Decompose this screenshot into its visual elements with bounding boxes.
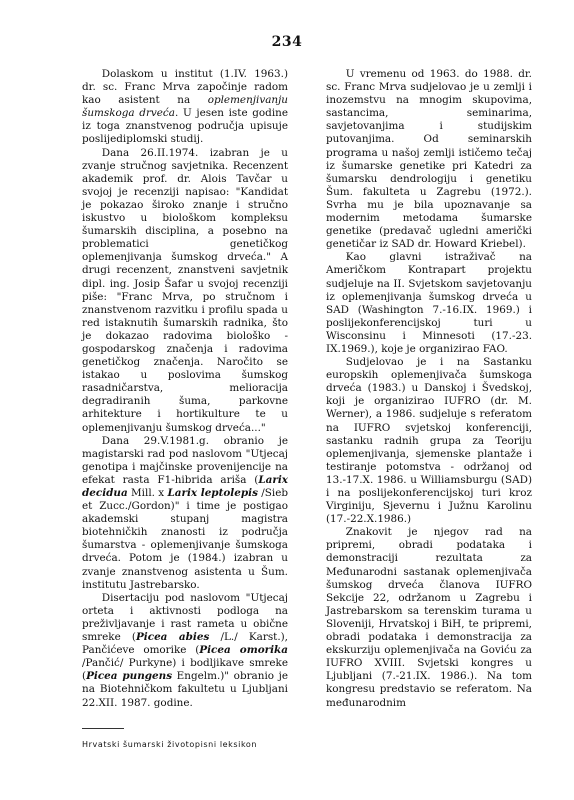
footer-rule bbox=[82, 728, 124, 729]
text-run: Sudjelovao je i na Sastanku europskih oplemenjivača šumskoga drveća (1983.) u Danskoj i Švedskoj, koji je organizirao IUFRO (dr. M. Werner), a 1986. sudjeluje s referatom na IUFRO svjetskoj konferenciji, sastanku radnih grupa za Teoriju oplemenjivanja, sjemenske plantaže i testiranje potomstva - održanoj od 13.-17.X. 1986. u Williamsburgu (SAD) i na poslijekonferencijskoj turi kroz Virginiju, Sjevernu i Južnu Karolinu (17.-22.X.1986.) bbox=[326, 356, 532, 526]
text-run: Engelm.)" obranio je na Biotehničkom fakultetu u Ljubljani 22.XII. 1987. godine. bbox=[82, 670, 289, 709]
species-name: Picea abies bbox=[135, 631, 210, 644]
text-run: Mill. x bbox=[127, 487, 168, 499]
species-name: Picea omorika bbox=[199, 644, 288, 657]
species-name: oplemenjivanju šumskoga drveća bbox=[82, 94, 288, 120]
text-run: U vremenu od 1963. do 1988. dr. sc. Franc Mrva sudjelovao je u zemlji i inozemstvu na mnogim skupovima, sastancima, seminarima, savjetovanjima i studijskim putovanjima. Od seminarskih programa u našoj zemlji ističemo tečaj iz šumarske genetike pri Katedri za šumarsku dendrologiju i genetiku Šum. fakulteta u Zagrebu (1972.). Svrha mu je bila upoznavanje sa modernim metodama šumarske genetike (predavač ugledni američki genetičar iz SAD dr. Howard Kriebel). bbox=[326, 68, 532, 251]
paragraph bbox=[82, 435, 288, 592]
text-run: Disertaciju pod naslovom "Utjecaj orteta i aktivnosti podloga na preživljavanje i rast rameta u obične smreke ( bbox=[82, 591, 288, 644]
species-name: Picea pungens bbox=[86, 670, 173, 683]
page-number: 234 bbox=[271, 34, 303, 50]
species-name: Larix leptolepis bbox=[167, 487, 258, 499]
paragraph bbox=[326, 526, 532, 709]
species-name: Larix decidua bbox=[82, 473, 288, 499]
text-run: . U jesen iste godine iz toga znanstvenog područja upisuje poslijediplomski studij. bbox=[82, 107, 288, 146]
text-run: /Sieb et Zucc./Gordon)" i time je postigao akademski stupanj magistra biotehničkih znanosti iz područja šumarstva - oplemenjivanje šumskoga drveća. Potom je (1984.) izabran u zvanje znanstvenog asistenta u Šum. institutu Jastrebarsko. bbox=[82, 487, 288, 591]
paragraph bbox=[82, 592, 288, 710]
text-run: Dana 29.V.1981.g. obranio je magistarski rad pod naslovom "Utjecaj genotipa i majčinske provenijencije na efekat rasta F1-hibrida ariša ( bbox=[82, 434, 288, 486]
text-run: Znakovit je njegov rad na pripremi, obradi podataka i demonstraciji rezultata za Međunarodni sastanak oplemenjivača šumskog drveća članova IUFRO Sekcije 22, održanom u Zagrebu i Jastrebarskom sa terenskim turama u Sloveniji, Hrvatskoj i BiH, te pripremi, obradi podataka i demonstracija za ekskurziju oplemenjivača na Goviću za IUFRO XVIII. Svjetski kongres u Ljubljani (7.-21.IX. 1986.). Na tom kongresu predstavio se referatom. Na međunarodnim bbox=[326, 526, 532, 709]
paragraph bbox=[82, 147, 288, 435]
paragraph bbox=[82, 68, 288, 147]
text-column-left bbox=[82, 68, 288, 710]
paragraph bbox=[326, 68, 532, 251]
text-run: Kao glavni istraživač na Američkom Kontrapart projektu sudjeluje na II. Svjetskom savjetovanju iz oplemenjivanja šumskog drveća u SAD (Washington 7.-16.IX. 1969.) i poslijekonferencijskoj turi u Wisconsinu i Minnesoti (17.-23. IX.1969.), koje je organizirao FAO. bbox=[326, 251, 532, 355]
text-run: Dolaskom u institut (1.IV. 1963.) dr. sc. Franc Mrva započinje radom kao asistent na bbox=[82, 68, 288, 107]
footer-text: Hrvatski šumarski životopisni leksikon bbox=[82, 740, 258, 749]
text-run: Dana 26.II.1974. izabran je u zvanje stručnog savjetnika. Recenzent akademik prof. dr. Alois Tavčar u svojoj je recenziji napisao: "Kandidat je pokazao široko znanje i stručno iskustvo u biološkom kompleksu šumarskih disciplina, a posebno na problematici genetičkog oplemenjivanja šumskog drveća." A drugi recenzent, znanstveni savjetnik dipl. ing. Josip Šafar u svojoj recenziji piše: "Franc Mrva, po stručnom i znanstvenom razvitku i profilu spada u red istaknutih šumarskih radnika, što je dokazao radovima biološko - gospodarskog značenja i radovima genetičkog značenja. Naročito se istakao u poslovima šumskog rasadničarstva, melioracija degradiranih šuma, parkovne arhitekture i hortikulture te u oplemenjivanju šumskog drveća..." bbox=[82, 146, 288, 434]
paragraph bbox=[326, 251, 532, 356]
text-run: /L./ Karst.), Pančićeve omorike ( bbox=[82, 631, 288, 657]
text-run: /Pančić/ Purkyne) i bodljikave smreke ( bbox=[82, 657, 288, 683]
paragraph bbox=[326, 356, 532, 526]
text-column-right bbox=[326, 68, 532, 710]
